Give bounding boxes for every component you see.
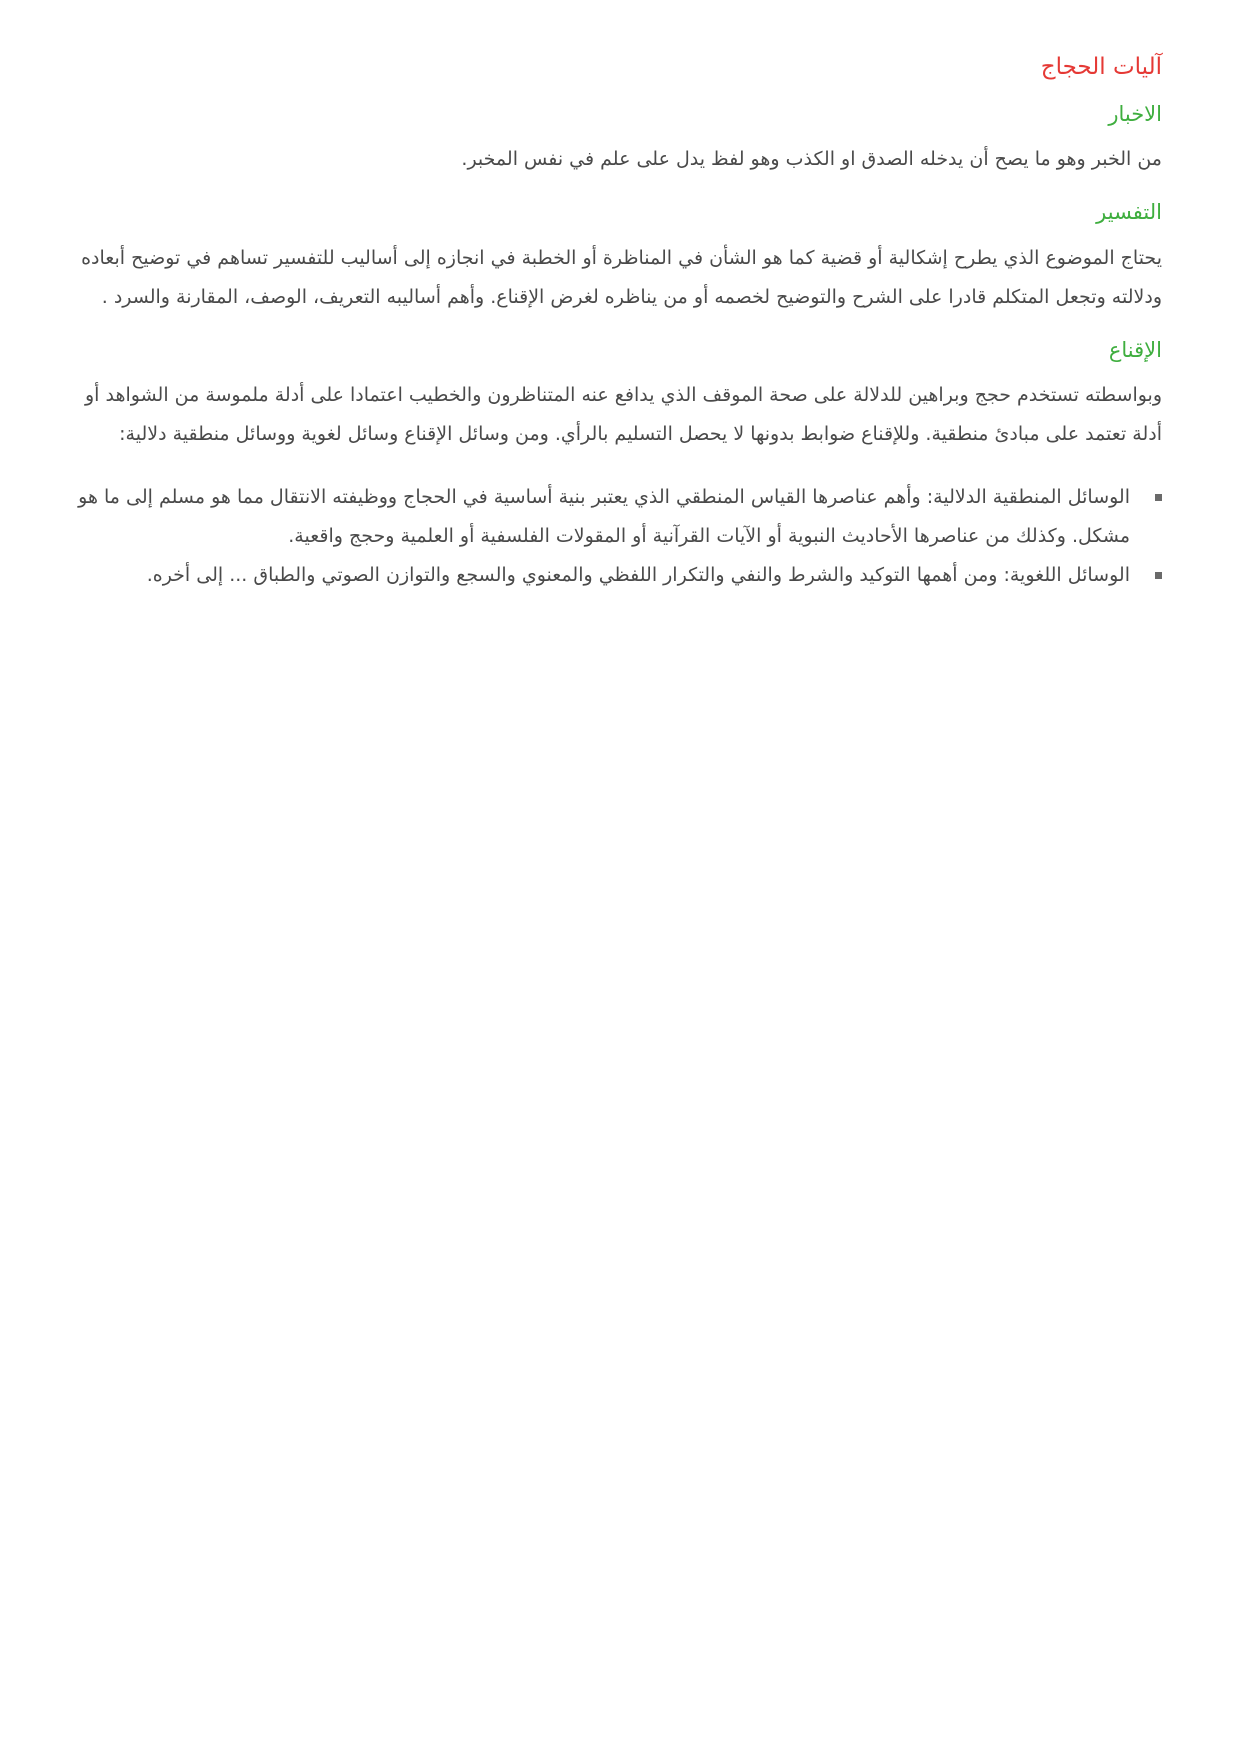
section-iqnaa [77,335,1162,596]
section-akhbar [77,99,1162,180]
list-item [77,556,1162,595]
document-page [77,50,1162,595]
section-paragraph-tafsir: يحتاج الموضوع الذي يطرح إشكالية أو قضية كما هو الشأن في المناظرة أو الخطبة في انجازه إلى أساليب للتفسير تساهم في توضيح أبعاده ودلالته وتجعل المتكلم قادرا على الشرح والتوضيح لخصمه أو من يناظره لغرض الإقناع. وأهم أساليبه التعريف، الوصف، المقارنة والسرد . [81,246,1162,308]
square-bullet-icon [1155,572,1162,579]
list-item-text: الوسائل اللغوية: ومن أهمها التوكيد والشرط والنفي والتكرار اللفظي والمعنوي والسجع والتوازن الصوتي والطباق ... إلى أخره. [146,564,1130,586]
section-paragraph-akhbar: من الخبر وهو ما يصح أن يدخله الصدق او الكذب وهو لفظ يدل على علم في نفس المخبر. [461,148,1162,170]
means-list [77,478,1162,595]
section-paragraph-iqnaa: وبواسطته تستخدم حجج وبراهين للدلالة على صحة الموقف الذي يدافع عنه المتناظرون والخطيب اعتمادا على أدلة ملموسة من الشواهد أو أدلة تعتمد على مبادئ منطقية. وللإقناع ضوابط بدونها لا يحصل التسليم بالرأي. ومن وسائل الإقناع وسائل لغوية ووسائل منطقية دلالية: [85,384,1162,445]
square-bullet-icon [1155,494,1162,501]
section-tafsir [77,197,1162,317]
section-heading-akhbar: الاخبار [1108,101,1162,126]
section-heading-tafsir: التفسير [1096,200,1162,224]
section-heading-iqnaa: الإقناع [1108,337,1162,362]
list-item [77,478,1162,556]
list-item-text: الوسائل المنطقية الدلالية: وأهم عناصرها القياس المنطقي الذي يعتبر بنية أساسية في الحجاج ووظيفته الانتقال مما هو مسلم إلى ما هو مشكل. وكذلك من عناصرها الأحاديث النبوية أو الآيات القرآنية أو المقولات الفلسفية أو العلمية وحجج واقعية. [78,486,1130,547]
document-title: آليات الحجاج [1040,54,1162,80]
